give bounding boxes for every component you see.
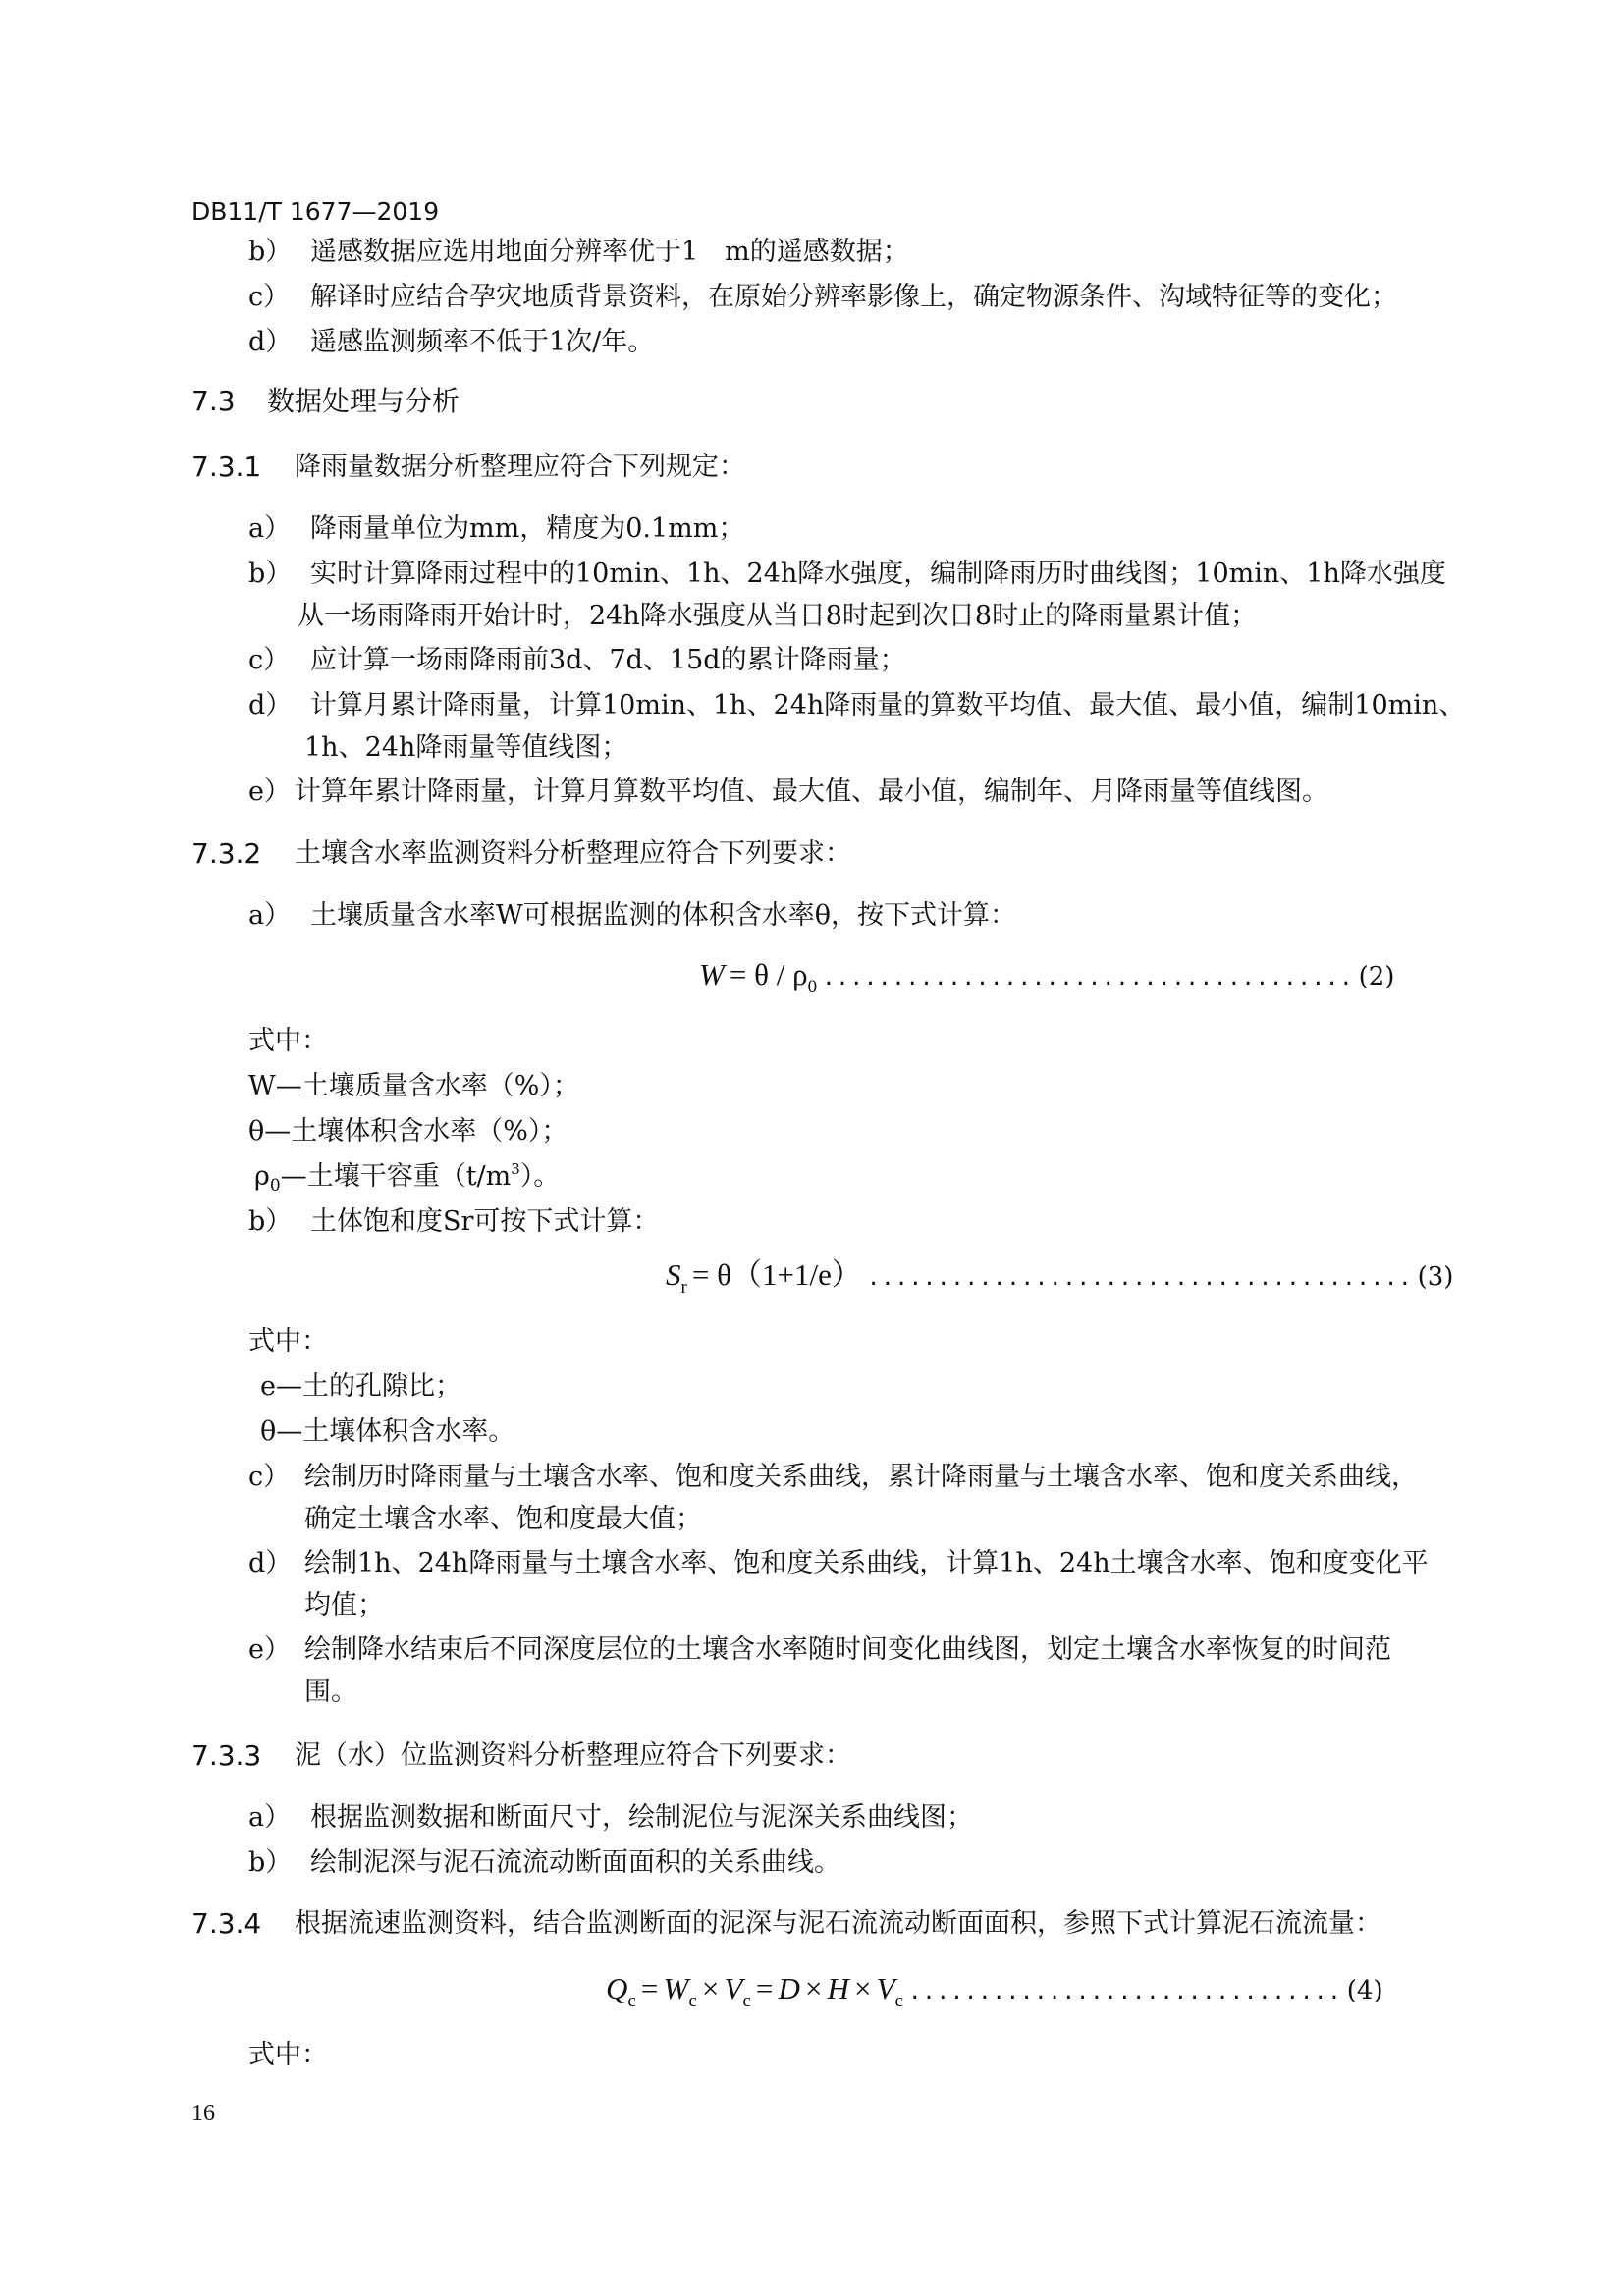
where-label: 式中： — [248, 1326, 328, 1357]
equation-number: (3) — [1417, 1262, 1454, 1292]
equation-4 — [606, 1971, 1383, 2011]
where-label: 式中： — [248, 1026, 328, 1056]
rho-symbol: ρ — [254, 1161, 270, 1192]
where-label: 式中： — [248, 2040, 328, 2070]
definition-text: —土壤干容重（t/m — [280, 1161, 512, 1192]
list-item-mark: d） — [248, 1548, 293, 1578]
list-item-text: 绘制历时降雨量与土壤含水率、饱和度关系曲线，累计降雨量与土壤含水率、饱和度关系曲线， — [304, 1462, 1418, 1492]
definition-text: ）。 — [519, 1161, 561, 1192]
equation-symbol: V — [724, 1971, 743, 2005]
equation-number: (4) — [1346, 1976, 1383, 2005]
equation-operator: = — [755, 1971, 774, 2005]
list-item-mark: d） — [248, 327, 293, 357]
equation-leader-dots: ....................................... — [866, 1266, 1413, 1291]
clause-text: 土壤含水率监测资料分析整理应符合下列要求： — [295, 838, 851, 869]
list-item-text: 绘制1h、24h降雨量与土壤含水率、饱和度关系曲线，计算1h、24h土壤含水率、饱和度变化平 — [304, 1548, 1429, 1578]
list-item-text: 应计算一场雨降雨前3d、7d、15d的累计降雨量； — [310, 645, 906, 675]
equation-symbol: S — [666, 1257, 681, 1292]
list-item-text: 1h、24h降雨量等值线图； — [304, 732, 628, 763]
page-number: 16 — [191, 2101, 215, 2126]
equation-operator: × — [854, 1971, 872, 2005]
equation-expression: = θ（1+1/e） — [691, 1257, 862, 1292]
list-item-text: 实时计算降雨过程中的10min、1h、24h降水强度，编制降雨历时曲线图；10min、1h降水强度 — [310, 559, 1446, 589]
list-item-mark: a） — [248, 900, 292, 931]
equation-number: (2) — [1358, 962, 1395, 991]
equation-leader-dots: ............................... — [908, 1980, 1342, 2004]
list-item-mark: b） — [248, 1206, 293, 1237]
unit-superscript: 3 — [511, 1160, 520, 1178]
clause-text: 降雨量数据分析整理应符合下列规定： — [295, 452, 745, 482]
equation-operator: × — [701, 1971, 720, 2005]
equation-operator: × — [804, 1971, 823, 2005]
equation-subscript: r — [680, 1277, 687, 1298]
equation-leader-dots: ...................................... — [822, 966, 1354, 990]
variable-definition: θ—土壤体积含水率（%）； — [248, 1116, 568, 1147]
equation-symbol: V — [876, 1971, 895, 2005]
list-item-text: 确定土壤含水率、饱和度最大值； — [304, 1504, 702, 1534]
equation-2 — [699, 957, 1395, 997]
list-item-mark: d） — [248, 690, 293, 721]
equation-symbol: W — [663, 1971, 689, 2005]
list-item-mark: a） — [248, 1802, 292, 1833]
list-item-text: 计算年累计降雨量，计算月算数平均值、最大值、最小值，编制年、月降雨量等值线图。 — [295, 776, 1328, 807]
equation-symbol: D — [778, 1971, 800, 2005]
list-item-mark: e） — [248, 776, 291, 807]
list-item-mark: c） — [248, 645, 291, 675]
equation-subscript: c — [688, 1991, 697, 2011]
list-item-text: 围。 — [304, 1677, 357, 1707]
list-item-mark: c） — [248, 282, 291, 312]
equation-3 — [666, 1257, 1454, 1298]
list-item-text: 绘制泥深与泥石流流动断面面积的关系曲线。 — [310, 1847, 840, 1878]
equation-subscript: c — [627, 1991, 636, 2011]
variable-definition: W—土壤质量含水率（%）； — [248, 1071, 579, 1101]
section-number: 7.3 — [191, 385, 236, 417]
list-item-text: 从一场雨降雨开始计时，24h降水强度从当日8时起到次日8时止的降雨量累计值； — [298, 601, 1258, 631]
equation-symbol: W — [699, 957, 725, 991]
list-item-text: 遥感监测频率不低于1次/年。 — [310, 327, 655, 357]
list-item-mark: b） — [248, 559, 293, 589]
variable-definition — [254, 1160, 561, 1196]
clause-text: 泥（水）位监测资料分析整理应符合下列要求： — [295, 1740, 851, 1771]
equation-symbol: H — [827, 1971, 849, 2005]
list-item-mark: c） — [248, 1462, 291, 1492]
clause-number: 7.3.1 — [191, 451, 262, 483]
clause-number: 7.3.4 — [191, 1907, 262, 1940]
list-item-mark: b） — [248, 237, 293, 267]
equation-expression: = θ / ρ — [729, 957, 808, 991]
equation-symbol: Q — [606, 1971, 628, 2005]
rho-subscript: 0 — [269, 1176, 281, 1196]
section-title: 数据处理与分析 — [267, 385, 460, 417]
list-item-text: 绘制降水结束后不同深度层位的土壤含水率随时间变化曲线图，划定土壤含水率恢复的时间范 — [304, 1634, 1391, 1665]
clause-number: 7.3.2 — [191, 837, 262, 870]
document-id: DB11/T 1677—2019 — [191, 197, 440, 226]
variable-definition: θ—土壤体积含水率。 — [260, 1416, 515, 1447]
variable-definition: e—土的孔隙比； — [260, 1371, 461, 1402]
clause-text: 根据流速监测资料，结合监测断面的泥深与泥石流流动断面面积，参照下式计算泥石流流量： — [295, 1908, 1381, 1939]
list-item-text: 根据监测数据和断面尺寸，绘制泥位与泥深关系曲线图； — [310, 1802, 973, 1833]
list-item-mark: b） — [248, 1847, 293, 1878]
equation-subscript: 0 — [807, 977, 818, 997]
equation-subscript: c — [742, 1991, 751, 2011]
list-item-text: 计算月累计降雨量，计算10min、1h、24h降雨量的算数平均值、最大值、最小值，编制10min、 — [310, 690, 1466, 721]
list-item-text: 解译时应结合孕灾地质背景资料，在原始分辨率影像上，确定物源条件、沟域特征等的变化； — [310, 282, 1397, 312]
list-item-text: 土体饱和度Sr可按下式计算： — [310, 1206, 660, 1237]
list-item-mark: e） — [248, 1634, 291, 1665]
equation-operator: = — [640, 1971, 659, 2005]
list-item-mark: a） — [248, 513, 292, 544]
equation-subscript: c — [894, 1991, 903, 2011]
list-item-text: 遥感数据应选用地面分辨率优于1 m的遥感数据； — [310, 237, 909, 267]
list-item-text: 降雨量单位为mm，精度为0.1mm； — [310, 513, 745, 544]
clause-number: 7.3.3 — [191, 1739, 262, 1772]
list-item-text: 土壤质量含水率W可根据监测的体积含水率θ，按下式计算： — [310, 900, 1017, 931]
list-item-text: 均值； — [304, 1590, 384, 1621]
